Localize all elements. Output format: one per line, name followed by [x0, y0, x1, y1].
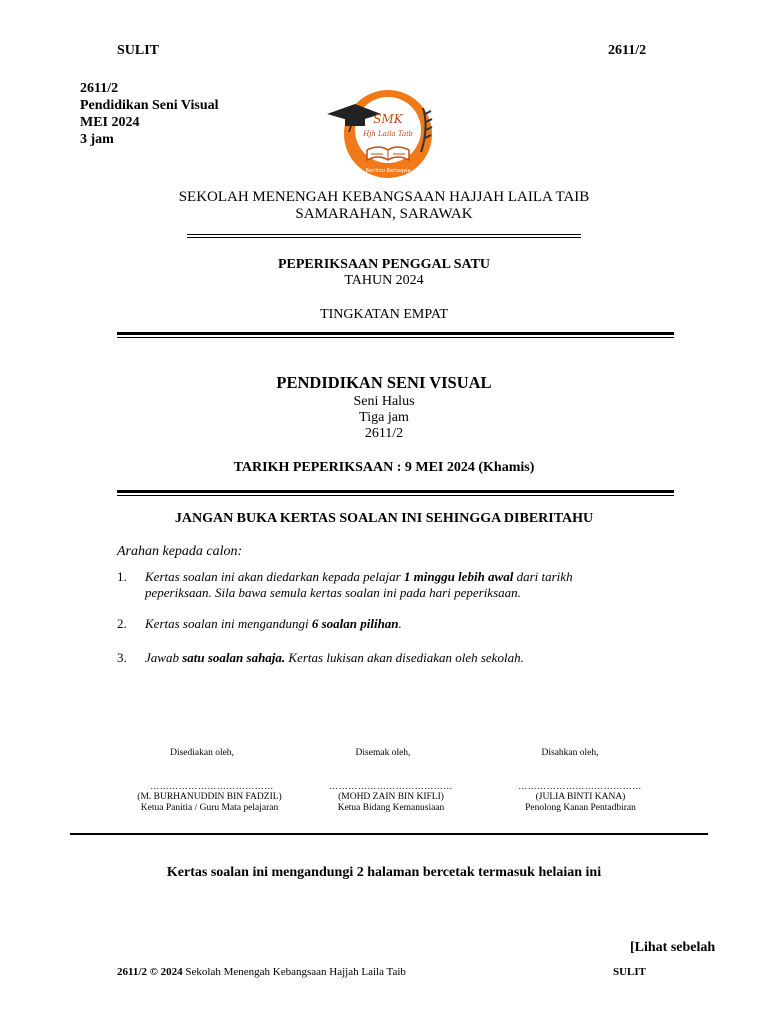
exam-year: TAHUN 2024	[344, 273, 424, 288]
paper-code-center: 2611/2	[364, 426, 404, 441]
exam-date: TARIKH PEPERIKSAAN : 9 MEI 2024 (Khamis)	[233, 460, 535, 475]
instruction-item-3: Jawab satu soalan sahaja. Kertas lukisan akan disediakan oleh sekolah.	[145, 650, 524, 665]
header-left: SULIT	[117, 43, 160, 58]
school-logo	[325, 88, 445, 180]
instruction-item-2: Kertas soalan ini mengandungi 6 soalan pilihan.	[145, 616, 402, 631]
svg-text:SMK: SMK	[373, 112, 403, 126]
paper-time: Tiga jam	[359, 410, 409, 425]
paper-info	[80, 80, 219, 148]
sig-2-line: …………………………………	[329, 781, 453, 791]
footer-left: 2611/2 © 2024 Sekolah Menengah Kebangsaan Hajjah Laila Taib	[117, 966, 406, 978]
sig-3-title: Penolong Kanan Pentadbiran	[525, 803, 636, 813]
exam-form: TINGKATAN EMPAT	[320, 307, 448, 322]
paper-code: 2611/2	[80, 81, 119, 96]
exam-title: PEPERIKSAAN PENGGAL SATU	[277, 257, 491, 272]
sig-3-line: …………………………………	[518, 781, 642, 791]
paper-date: MEI 2024	[80, 115, 140, 130]
paper-duration: 3 jam	[80, 132, 114, 147]
sig-1-role: Disediakan oleh,	[170, 748, 234, 758]
svg-text:Berilmu Bertaqwa: Berilmu Bertaqwa	[365, 168, 411, 174]
divider-2	[117, 332, 674, 338]
sig-1-block	[117, 792, 302, 814]
sig-3-name: (JULIA BINTI KANA)	[535, 792, 626, 802]
paper-subject: Pendidikan Seni Visual	[80, 98, 219, 113]
item-2-num: 2.	[117, 616, 127, 631]
turn-over: [Lihat sebelah	[630, 940, 716, 955]
header-right: 2611/2	[608, 43, 647, 58]
sig-2-role: Disemak oleh,	[355, 748, 411, 758]
sig-2-title: Ketua Bidang Kemanusiaan	[337, 803, 445, 813]
sig-3-role: Disahkan oleh,	[541, 748, 599, 758]
footer-right: SULIT	[613, 966, 647, 978]
instructions-heading: Arahan kepada calon:	[117, 544, 243, 559]
school-name: SEKOLAH MENENGAH KEBANGSAAN HAJJAH LAILA TAIB	[178, 189, 590, 205]
svg-text:Hjh Laila Taib: Hjh Laila Taib	[363, 130, 413, 138]
item-3-num: 3.	[117, 650, 127, 665]
page-count-note: Kertas soalan ini mengandungi 2 halaman bercetak termasuk helaian ini	[166, 865, 602, 880]
sig-2-block	[316, 792, 466, 814]
sig-1-line: …………………………………	[150, 781, 274, 791]
paper-title: PENDIDIKAN SENI VISUAL	[276, 373, 492, 392]
instruction-item-1: Kertas soalan ini akan diedarkan kepada pelajar 1 minggu lebih awal dari tarikh peperiksaan. Sila bawa semula kertas soalan ini pada hari peperiksaan.	[145, 569, 573, 600]
paper-component: Seni Halus	[353, 394, 415, 409]
item-1-num: 1.	[117, 569, 127, 584]
sig-1-title: Ketua Panitia / Guru Mata pelajaran	[140, 803, 279, 813]
divider-4	[70, 833, 708, 835]
divider-3	[117, 490, 674, 496]
divider-1	[187, 234, 581, 238]
school-location: SAMARAHAN, SARAWAK	[295, 206, 473, 222]
sig-3-block	[498, 792, 663, 814]
sig-1-name: (M. BURHANUDDIN BIN FADZIL)	[137, 792, 282, 802]
sig-2-name: (MOHD ZAIN BIN KIFLI)	[338, 792, 444, 802]
warning: JANGAN BUKA KERTAS SOALAN INI SEHINGGA DIBERITAHU	[174, 511, 594, 526]
